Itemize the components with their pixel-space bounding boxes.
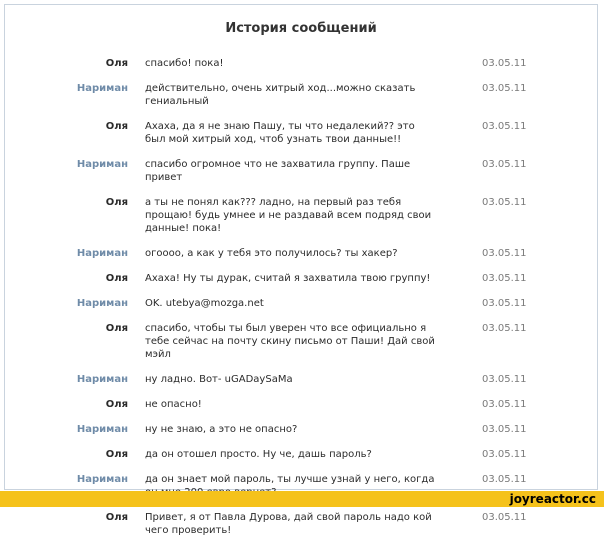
message-author[interactable]: Нариман (76, 159, 128, 170)
message-author[interactable]: Нариман (76, 248, 128, 259)
site-watermark[interactable]: joyreactor.cc (509, 492, 596, 506)
message-text: OK. utebya@mozga.net (145, 298, 264, 309)
message-author[interactable]: Нариман (76, 374, 128, 385)
message-date: 03.05.11 (482, 248, 527, 259)
message-text: спасибо огромное что не захватила группу. Паше привет (145, 159, 411, 183)
page-title: История сообщений (225, 21, 377, 36)
message-date: 03.05.11 (482, 449, 527, 460)
message-text: да он знает мой пароль, ты лучше узнай у него, когда (145, 474, 435, 485)
message-author[interactable]: Нариман (76, 474, 128, 485)
message-date: 03.05.11 (482, 159, 527, 170)
message-text: а ты не понял как??? ладно, на первый раз тебя прощаю! будь умнее и не раздавай всем подряд свои данные! пока! (145, 197, 432, 234)
message-text: Ахаха! Ну ты дурак, считай я захватила твою группу! (145, 273, 431, 284)
message-author[interactable]: Оля (105, 273, 128, 284)
message-date: 03.05.11 (482, 399, 527, 410)
message-author[interactable]: Оля (105, 449, 128, 460)
message-author[interactable]: Оля (105, 197, 128, 208)
message-author[interactable]: Нариман (76, 298, 128, 309)
message-text: действительно, очень хитрый ход...можно сказать гениальный (145, 83, 416, 107)
message-date: 03.05.11 (482, 323, 527, 334)
message-text: Привет, я от Павла Дурова, дай свой пароль надо кой чего проверить! (145, 512, 432, 536)
message-text: спасибо! пока! (145, 58, 224, 69)
message-date: 03.05.11 (482, 197, 527, 208)
message-date: 03.05.11 (482, 374, 527, 385)
message-author[interactable]: Нариман (76, 83, 128, 94)
message-text: спасибо, чтобы ты был уверен что все официально я тебе сейчас на почту скину письмо от Паши! Дай свой мэйл (145, 323, 435, 360)
message-author[interactable]: Оля (105, 512, 128, 523)
footer-bar (0, 491, 604, 507)
message-date: 03.05.11 (482, 512, 527, 523)
message-date: 03.05.11 (482, 424, 527, 435)
message-text: да он отошел просто. Ну че, дашь пароль? (145, 449, 372, 460)
message-author[interactable]: Оля (105, 399, 128, 410)
message-date: 03.05.11 (482, 273, 527, 284)
message-date: 03.05.11 (482, 298, 527, 309)
message-date: 03.05.11 (482, 58, 527, 69)
message-author[interactable]: Нариман (76, 424, 128, 435)
message-author[interactable]: Оля (105, 323, 128, 334)
message-date: 03.05.11 (482, 474, 527, 485)
message-text: огоооо, а как у тебя это получилось? ты хакер? (145, 248, 398, 259)
message-text: Ахаха, да я не знаю Пашу, ты что недалекий?? это был мой хитрый ход, чтоб узнать твои данные!! (145, 121, 415, 145)
message-date: 03.05.11 (482, 121, 527, 132)
message-text: ну не знаю, а это не опасно? (145, 424, 298, 435)
message-author[interactable]: Оля (105, 121, 128, 132)
message-text: ну ладно. Вот- uGADaySaMa (145, 374, 293, 385)
message-author[interactable]: Оля (105, 58, 128, 69)
message-date: 03.05.11 (482, 83, 527, 94)
message-text: не опасно! (145, 399, 202, 410)
